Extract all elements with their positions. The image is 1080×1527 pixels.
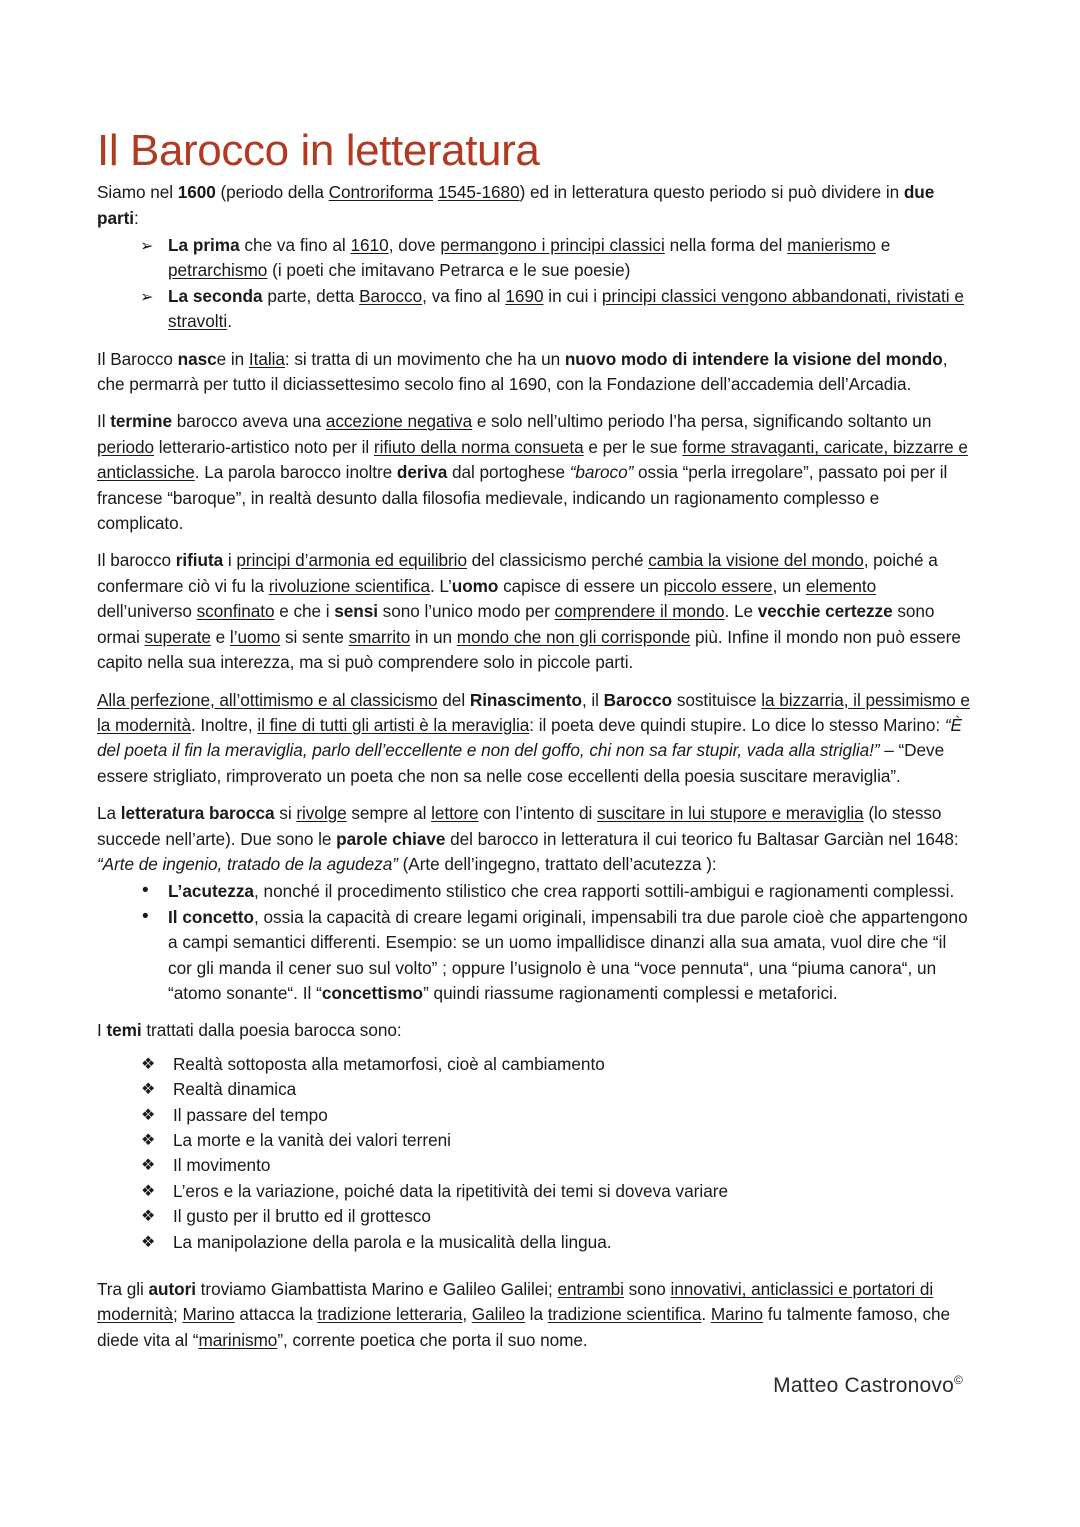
concetto-text-a: , ossia la capacità di creare legami originali, impensabili tra due parole cioè che appartengono a campi semantici differenti. Esempio: se un uomo impallidisce dinanzi alla sua amata, vuol dire che “il cor gli manda il cener suo sul volto” ; oppure l’usignolo è una “voce pennuta“, una “piuma canora“, un “atomo sonante“. Il “ [168, 906, 968, 1003]
parte-prima-manierismo: manierismo [787, 235, 876, 255]
diamond-bullet-icon: ❖ [141, 1132, 156, 1149]
intro-due-parti: due parti [97, 182, 935, 228]
lb-e: sempre al [346, 803, 432, 824]
rifiuta-g: , poiché a confermare ciò vi fu la [97, 550, 938, 596]
nasce-g: , che permarrà per tutto il diciassettesimo secolo fino al 1690, con la Fondazione dell’accademia dell’Arcadia. [97, 348, 948, 395]
rinascimento-l: – “Deve essere strigliato, rimproverato un poeta che non sa nelle cose eccellenti della poesia suscitare meraviglia”. [97, 740, 945, 786]
dot-bullet-icon: • [142, 905, 149, 927]
paragraph-nasce [97, 347, 970, 398]
tema-text: Il passare del tempo [173, 1104, 328, 1125]
rifiuta-cambia: cambia la visione del mondo [648, 550, 864, 571]
rinascimento-f: sostituisce [672, 689, 762, 710]
paragraph-autori [97, 1277, 970, 1353]
termine-o: ossia “perla irregolare”, passato poi per il francese “baroque”, in realtà desunto dalla filosofia medievale, indicando un ragionamento complesso e complicato. [97, 462, 948, 534]
rinascimento-label: Rinascimento [469, 689, 582, 710]
tema-text: L’eros e la variazione, poiché data la ripetitività dei temi si doveva variare [173, 1180, 729, 1201]
rifiuta-c: i [223, 550, 237, 571]
intro-text-c: (periodo della [215, 182, 329, 203]
lb-label: letteratura barocca [120, 803, 275, 824]
nasce-a: Il Barocco [97, 348, 178, 369]
rifiuta-i: . L’ [429, 575, 452, 596]
rifiuta-e: del classicismo perché [466, 550, 649, 571]
rifiuta-mondo: mondo che non gli corrisponde [456, 626, 691, 647]
acutezza-text: , nonché il procedimento stilistico che crea rapporti sottili-ambigui e ragionamenti complessi. [253, 881, 955, 902]
parte-seconda-t3: in cui i [543, 285, 602, 306]
parte-prima-label: La prima [168, 235, 240, 255]
termine-accezione: accezione negativa [325, 411, 473, 432]
tema-text: Realtà dinamica [173, 1079, 297, 1100]
intro-dates: 1545-1680 [437, 182, 520, 203]
list-item [97, 1052, 970, 1077]
list-item [97, 1077, 970, 1102]
autori-label: autori [148, 1279, 196, 1300]
parte-prima-t4: e [875, 235, 891, 255]
paragraph-intro [97, 180, 970, 231]
list-item-parte-prima [97, 233, 970, 284]
rifiuta-bold: rifiuta [175, 550, 224, 571]
paragraph-rifiuta [97, 548, 970, 675]
paragraph-rinascimento [97, 688, 970, 790]
paragraph-termine [97, 409, 970, 536]
rifiuta-aa: si sente [280, 626, 349, 647]
autori-m: la [524, 1304, 548, 1325]
rifiuta-a: Il barocco [97, 550, 176, 571]
parte-seconda-u3: principi classici vengono abbandonati, rivistati e stravolti [168, 285, 964, 332]
copyright-icon: © [953, 1373, 963, 1388]
spacer [97, 1267, 970, 1277]
parte-prima-t1: che va fino al [239, 235, 351, 255]
autori-c: troviamo Giambattista Marino e Galileo Galilei; [195, 1279, 558, 1300]
nasce-visione-mondo: nuovo modo di intendere la visione del mondo [564, 348, 943, 369]
parte-prima-t2: , dove [388, 235, 441, 255]
rifiuta-m: , un [772, 575, 806, 596]
list-item-concetto [97, 905, 970, 1007]
page-title: Il Barocco in letteratura [97, 126, 540, 175]
lb-parole-chiave: parole chiave [336, 828, 446, 849]
rinascimento-barocco: Barocco [603, 689, 673, 710]
concetto-concettismo: concettismo [321, 982, 424, 1003]
termine-i: e per le sue [583, 436, 683, 457]
autori-q: fu talmente famoso, che diede vita al “ [97, 1304, 951, 1350]
acutezza-label: L’acutezza [168, 881, 254, 902]
termine-e: e solo nell’ultimo periodo l’ha persa, significando soltanto un [472, 411, 932, 432]
parte-seconda-year: 1690 [505, 285, 544, 306]
lb-i: (lo stesso succede nell’arte). Due sono le [97, 803, 942, 849]
diamond-bullet-icon: ❖ [141, 1055, 156, 1073]
autori-i: attacca la [234, 1304, 318, 1325]
lb-suscitare: suscitare in lui stupore e meraviglia [597, 803, 864, 824]
rifiuta-sensi: sensi [334, 601, 378, 622]
nasce-italia: Italia [248, 348, 285, 369]
nasce-e: : si tratta di un movimento che ha un [284, 348, 565, 369]
arrow-bullet-icon: ➢ [140, 238, 154, 255]
list-item [97, 1103, 970, 1128]
rifiuta-ae: più. Infine il mondo non può essere capito nella sua interezza, ma si può comprendere solo in piccole parti. [97, 626, 961, 673]
lb-lettore: lettore [431, 803, 479, 824]
diamond-bullet-icon: ❖ [141, 1106, 156, 1124]
termine-baroco: “baroco” [569, 462, 634, 483]
tema-text: Realtà sottoposta alla metamorfosi, cioè al cambiamento [173, 1053, 605, 1074]
autori-k: , [462, 1304, 472, 1325]
rifiuta-comprendere: comprendere il mondo [554, 601, 725, 622]
rifiuta-s: sono l’unico modo per [377, 601, 555, 622]
parte-seconda-t4: . [227, 311, 232, 332]
parte-prima-year: 1610 [350, 235, 389, 255]
rinascimento-alla-perfezione: Alla perfezione, all’ottimismo e al classicismo [97, 689, 438, 710]
intro-year-1600: 1600 [177, 182, 216, 203]
arrow-bullet-icon: ➢ [140, 288, 154, 306]
intro-term-controriforma: Controriforma [328, 182, 434, 203]
list-item-acutezza [97, 879, 970, 904]
parte-prima-t5: (i poeti che imitavano Petrarca e le sue poesie) [267, 260, 631, 281]
autori-galileo: Galileo [471, 1304, 525, 1325]
rifiuta-sconfinato: sconfinato [196, 601, 275, 622]
lb-k: del barocco in letteratura il cui teorico fu Baltasar Garciàn nel 1648: [445, 828, 959, 849]
dot-bullet-icon: • [142, 880, 149, 902]
rinascimento-j: : il poeta deve quindi stupire. Lo dice lo stesso Marino: [529, 714, 945, 735]
termine-forme: forme stravaganti, caricate, bizzarre e anticlassiche [97, 436, 968, 483]
rifiuta-superate: superate [144, 626, 211, 647]
diamond-bullet-icon: ❖ [141, 1182, 156, 1200]
tema-text: La morte e la vanità dei valori terreni [173, 1130, 452, 1150]
lb-rivolge: rivolge [296, 803, 347, 824]
diamond-bullet-icon: ❖ [141, 1157, 156, 1175]
termine-g: letterario-artistico noto per il [154, 436, 374, 457]
rifiuta-uomo: uomo [451, 575, 499, 596]
nasce-bold: nasc [177, 348, 217, 369]
autori-marinismo: marinismo [198, 1329, 278, 1350]
rifiuta-y: e [210, 626, 230, 647]
paragraph-temi-intro [97, 1018, 970, 1043]
paragraph-letteratura-barocca [97, 801, 970, 877]
rifiuta-principi: principi d’armonia ed equilibrio [236, 550, 467, 571]
rifiuta-elemento: elemento [805, 575, 877, 596]
autori-tradizione-letteraria: tradizione letteraria [317, 1304, 463, 1325]
termine-c: barocco aveva una [171, 411, 326, 432]
autori-g: ; [172, 1304, 183, 1325]
list-item [97, 1153, 970, 1178]
autori-tradizione-scientifica: tradizione scientifica [547, 1304, 702, 1325]
diamond-bullet-icon: ❖ [141, 1081, 156, 1099]
list-item-parte-seconda [97, 284, 970, 335]
temi-label: temi [106, 1020, 142, 1041]
temi-c: trattati dalla poesia barocca sono: [141, 1020, 402, 1041]
temi-a: I [97, 1020, 107, 1041]
tema-text: Il gusto per il brutto ed il grottesco [173, 1206, 431, 1227]
lb-c: si [274, 803, 297, 824]
autori-marino-1: Marino [182, 1304, 235, 1325]
intro-text-g: ) ed in letteratura questo periodo si può dividere in [519, 182, 904, 203]
parti-list [97, 233, 970, 335]
tema-text: La manipolazione della parola e la musicalità della lingua. [173, 1231, 612, 1252]
lb-g: con l’intento di [478, 803, 598, 824]
parte-seconda-label: La seconda [168, 285, 263, 306]
rifiuta-luomo: l’uomo [229, 626, 281, 647]
rifiuta-q: e che i [274, 601, 335, 622]
rifiuta-rivoluzione: rivoluzione scientifica [268, 575, 430, 596]
list-item [97, 1179, 970, 1204]
intro-colon: : [134, 207, 139, 228]
rifiuta-k: capisce di essere un [498, 575, 664, 596]
concetto-text-b: ” quindi riassume ragionamenti complessi e metaforici. [423, 982, 838, 1003]
termine-periodo: periodo [97, 436, 154, 457]
rifiuta-o: dell’universo [97, 601, 197, 622]
author-signature [97, 1373, 970, 1398]
parte-prima-petrarchismo: petrarchismo [168, 260, 268, 281]
lb-m: (Arte dell’ingegno, trattato dell’acutezza ): [397, 853, 717, 874]
parte-prima-t3: nella forma del [664, 235, 788, 255]
autori-e: sono [623, 1279, 671, 1300]
rinascimento-d: , il [581, 689, 604, 710]
autori-o: . [701, 1304, 711, 1325]
diamond-bullet-icon: ❖ [141, 1233, 156, 1251]
concetto-label: Il concetto [168, 906, 254, 927]
termine-m: dal portoghese [447, 462, 570, 483]
autori-a: Tra gli [97, 1279, 149, 1300]
rifiuta-u: . Le [724, 601, 758, 622]
termine-bold: termine [110, 411, 172, 432]
parole-chiave-list [97, 879, 970, 1006]
autori-s: ”, corrente poetica che porta il suo nome. [277, 1329, 588, 1350]
list-item [97, 1128, 970, 1153]
parte-seconda-barocco: Barocco [359, 285, 423, 306]
parte-seconda-t1: parte, detta [262, 285, 360, 306]
rinascimento-b: del [437, 689, 470, 710]
rinascimento-h: . Inoltre, [190, 714, 258, 735]
autori-entrambi: entrambi [557, 1279, 624, 1300]
termine-k: . La parola barocco inoltre [194, 462, 397, 483]
rifiuta-piccolo-essere: piccolo essere [663, 575, 773, 596]
rifiuta-vecchie-certezze: vecchie certezze [757, 601, 893, 622]
diamond-bullet-icon: ❖ [141, 1208, 156, 1226]
list-item [97, 1204, 970, 1229]
intro-text-a: Siamo nel [97, 182, 178, 203]
rifiuta-ac: in un [410, 626, 457, 647]
autori-innovativi: innovativi, anticlassici e portatori di modernità [97, 1279, 934, 1325]
rinascimento-quote-marino: “È del poeta il fin la meraviglia, parlo dell’eccellente e non del goffo, chi non sa far stupir, vada alla striglia!” [97, 714, 962, 761]
termine-rifiuto: rifiuto della norma consueta [373, 436, 584, 457]
parte-prima-u2: permangono i principi classici [440, 235, 665, 255]
lb-arte-ingenio: “Arte de ingenio, tratado de la agudeza” [97, 853, 398, 874]
rinascimento-bizzarria: la bizzarria, il pessimismo e la modernità [97, 689, 970, 735]
rifiuta-smarrito: smarrito [348, 626, 411, 647]
termine-a: Il [97, 411, 111, 432]
termine-deriva: deriva [396, 462, 448, 483]
temi-list [97, 1052, 970, 1255]
rinascimento-fine-artisti: il fine di tutti gli artisti è la meraviglia [257, 714, 530, 735]
tema-text: Il movimento [173, 1155, 271, 1176]
nasce-c: e in [216, 348, 249, 369]
parte-seconda-t2: , va fino al [422, 285, 506, 306]
autori-marino-2: Marino [710, 1304, 764, 1325]
signature-name: Matteo Castronovo [773, 1374, 954, 1398]
lb-a: La [97, 803, 121, 824]
list-item [97, 1230, 970, 1255]
rifiuta-w: sono ormai [97, 601, 935, 647]
